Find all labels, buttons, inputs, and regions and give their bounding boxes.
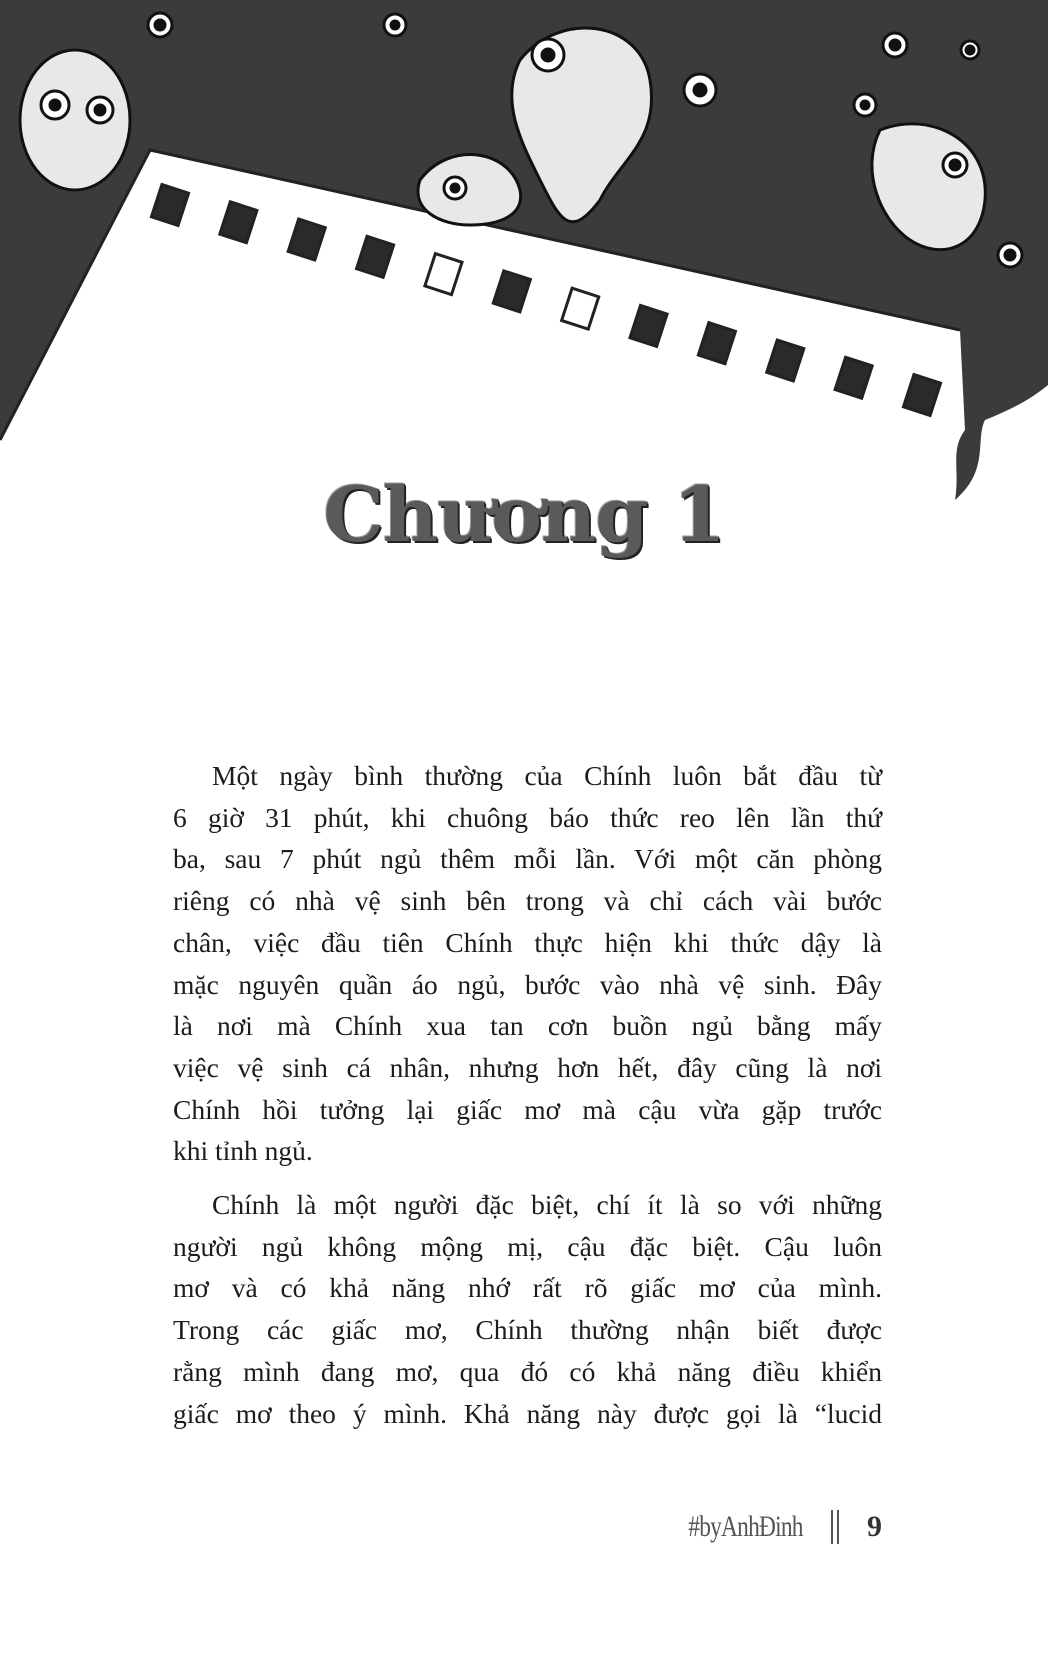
page-number: 9 [867,1510,882,1543]
footer-separator [831,1510,839,1544]
text-line: riêng có nhà vệ sinh bên trong và chỉ cách vài bước [173,885,882,917]
text-line: Chính hồi tưởng lại giấc mơ mà cậu vừa gặp trước [173,1093,882,1125]
text-line: Một ngày bình thường của Chính luôn bắt đầu từ [212,760,882,791]
text-line: ba, sau 7 phút ngủ thêm mỗi lần. Với một căn phòng [173,843,882,875]
page-footer [656,1510,882,1544]
text-line: khi tỉnh ngủ. [173,1135,313,1167]
paragraph [173,1184,882,1434]
paragraph [173,755,882,1172]
text-line: 6 giờ 31 phút, khi chuông báo thức reo lên lần thứ [173,801,882,833]
text-line: việc vệ sinh cá nhân, nhưng hơn hết, đây cũng là nơi [173,1051,882,1083]
text-line: chân, việc đầu tiên Chính thực hiện khi thức dậy là [173,926,882,958]
text-line: người ngủ không mộng mị, cậu đặc biệt. Cậu luôn [173,1230,882,1262]
text-line: Trong các giấc mơ, Chính thường nhận biết được [173,1314,882,1346]
chapter-header-illustration [0,0,1048,520]
body-text [173,755,882,1434]
text-line: rằng mình đang mơ, qua đó có khả năng điều khiển [173,1355,882,1387]
text-line: Chính là một người đặc biệt, chí ít là so với những [212,1189,882,1221]
text-line: mặc nguyên quần áo ngủ, bước vào nhà vệ sinh. Đây [173,968,882,1000]
chapter-title: Chương 1 [323,470,725,559]
text-line: là nơi mà Chính xua tan cơn buồn ngủ bằng mấy [173,1010,882,1042]
author-tag: #byAnhĐinh [688,1510,803,1543]
text-line: mơ và có khả năng nhớ rất rõ giấc mơ của mình. [173,1272,882,1304]
text-line: giấc mơ theo ý mình. Khả năng này được gọi là “lucid [173,1397,882,1429]
